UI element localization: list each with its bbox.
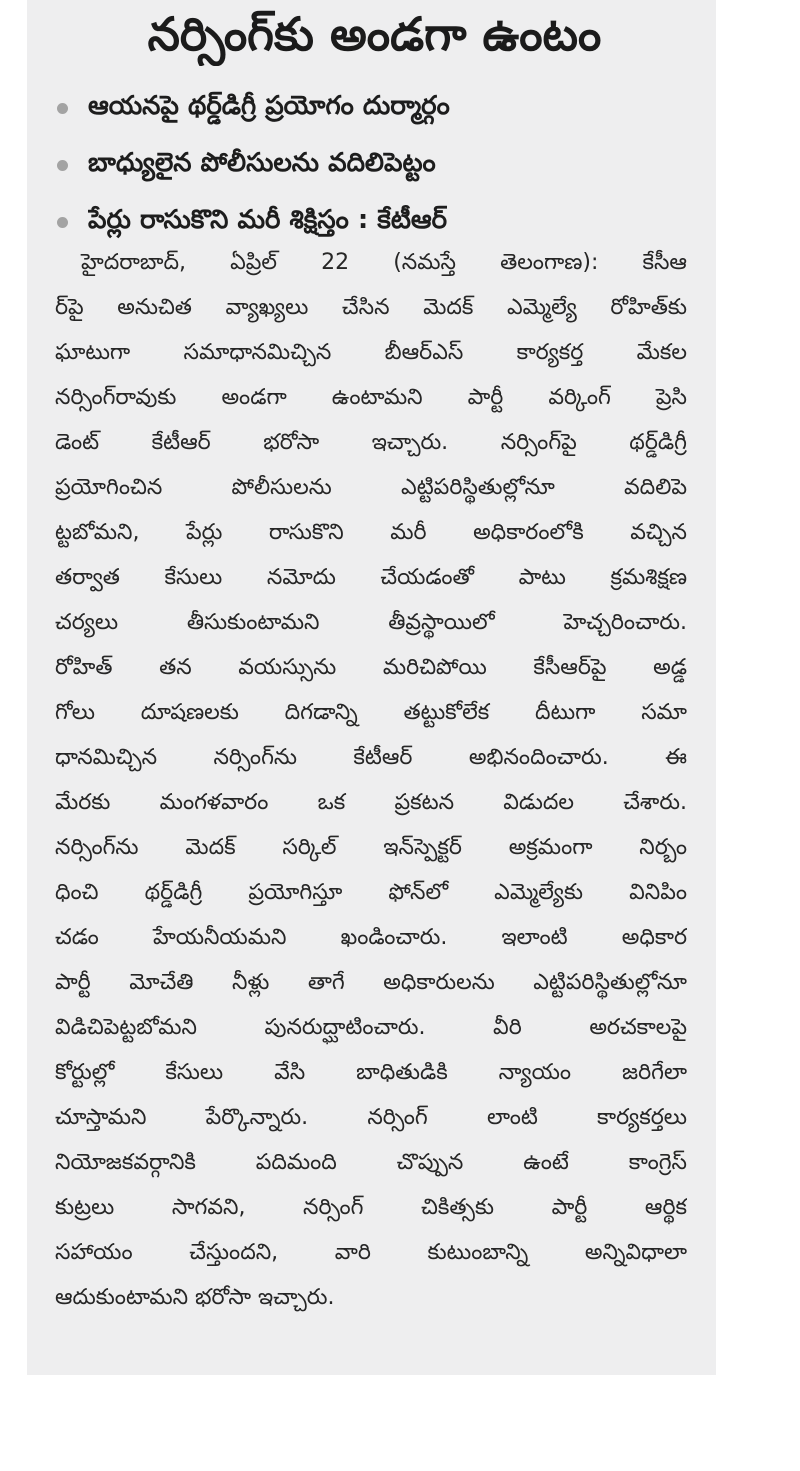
body-line: ట్టబోమని, పేర్లు రాసుకొని మరీ అధికారంలోకి వచ్చిన xyxy=(55,520,687,545)
body-line: చర్యలు తీసుకుంటామని తీవ్రస్థాయిలో హెచ్చరించారు. xyxy=(55,610,687,635)
body-line: కోర్టుల్లో కేసులు వేసి బాధితుడికి న్యాయం జరిగేలా xyxy=(55,1060,687,1085)
subheadline-list xyxy=(57,80,696,251)
news-clipping xyxy=(27,0,716,1375)
subheadline-text: ఆయనపై థర్డ్‌డిగ్రీ ప్రయోగం దుర్మార్గం xyxy=(88,90,450,121)
body-line: ధించి థర్డ్‌డిగ్రీ ప్రయోగిస్తూ ఫోన్‌లో ఎమ్మెల్యేకు వినిపిం xyxy=(55,880,687,905)
body-line: చడం హేయనీయమని ఖండించారు. ఇలాంటి అధికార xyxy=(55,925,687,950)
body-line: నర్సింగ్‌రావుకు అండగా ఉంటామని పార్టీ వర్కింగ్ ప్రెసి xyxy=(55,385,687,410)
body-line: ఘాటుగా సమాధానమిచ్చిన బీఆర్‌ఎస్ కార్యకర్త మేకల xyxy=(55,340,687,365)
subheadline-item xyxy=(57,80,696,137)
subheadline-text: పేర్లు రాసుకొని మరీ శిక్షిస్తం : కేటీఆర్ xyxy=(88,204,448,235)
body-line: ర్‌పై అనుచిత వ్యాఖ్యలు చేసిన మెదక్ ఎమ్మెల్యే రోహిత్‌కు xyxy=(55,295,687,320)
subheadline-text: బాధ్యులైన పోలీసులను వదిలిపెట్టం xyxy=(88,147,436,178)
body-line: విడిచిపెట్టబోమని పునరుద్ఘాటించారు. వీరి అరచకాలపై xyxy=(55,1015,687,1040)
body-line: చూస్తామని పేర్కొన్నారు. నర్సింగ్ లాంటి కార్యకర్తలు xyxy=(55,1105,687,1130)
body-line: నియోజకవర్గానికి పదిమంది చొప్పున ఉంటే కాంగ్రెస్ xyxy=(55,1150,687,1175)
body-line: హైదరాబాద్, ఏప్రిల్ 22 (నమస్తే తెలంగాణ): కేసీఆ xyxy=(81,250,687,275)
body-line: తర్వాత కేసులు నమోదు చేయడంతో పాటు క్రమశిక్షణ xyxy=(55,565,687,590)
body-line: కుట్రలు సాగవని, నర్సింగ్ చికిత్సకు పార్టీ ఆర్థిక xyxy=(55,1195,687,1220)
body-line: సహాయం చేస్తుందని, వారి కుటుంబాన్ని అన్నివిధాలా xyxy=(55,1240,687,1265)
bullet-dot-icon xyxy=(57,217,68,228)
article-body xyxy=(55,240,687,1320)
body-line: రోహిత్ తన వయస్సును మరిచిపోయి కేసీఆర్‌పై అడ్డ xyxy=(55,655,687,680)
subheadline-item xyxy=(57,137,696,194)
headline: నర్సింగ్‌కు అండగా ఉంటం xyxy=(147,7,602,61)
body-line: ఆదుకుంటామని భరోసా ఇచ్చారు. xyxy=(55,1285,335,1310)
body-line: గోలు దూషణలకు దిగడాన్ని తట్టుకోలేక దీటుగా సమా xyxy=(55,700,687,725)
body-line: ప్రయోగించిన పోలీసులను ఎట్టిపరిస్థితుల్లోనూ వదిలిపె xyxy=(55,475,687,500)
body-line: పార్టీ మోచేతి నీళ్లు తాగే అధికారులను ఎట్టిపరిస్థితుల్లోనూ xyxy=(55,970,687,995)
bullet-dot-icon xyxy=(57,160,68,171)
body-line: ధానమిచ్చిన నర్సింగ్‌ను కేటీఆర్ అభినందించారు. ఈ xyxy=(55,745,687,770)
body-line: నర్సింగ్‌ను మెదక్ సర్కిల్ ఇన్‌స్పెక్టర్ అక్రమంగా నిర్బం xyxy=(55,835,687,860)
body-line: డెంట్ కేటీఆర్ భరోసా ఇచ్చారు. నర్సింగ్‌పై థర్డ్‌డిగ్రీ xyxy=(55,430,687,455)
body-line: మేరకు మంగళవారం ఒక ప్రకటన విడుదల చేశారు. xyxy=(55,790,687,815)
bullet-dot-icon xyxy=(57,103,68,114)
